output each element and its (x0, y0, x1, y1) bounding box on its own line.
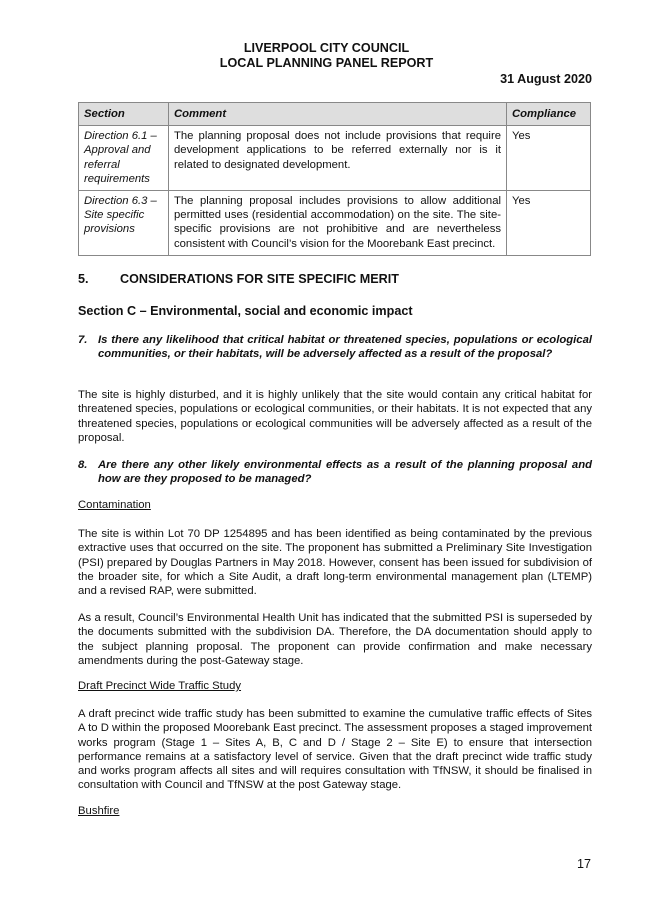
column-header-comment: Comment (169, 103, 507, 126)
report-date: 31 August 2020 (500, 72, 592, 86)
question-8 (78, 458, 592, 487)
paragraph-habitat: The site is highly disturbed, and it is highly unlikely that the site would contain any critical habitat for threatened species, populations or ecological communities, or their habitats. It is not expected that any threatened species, populations or ecological communities will be adversely affected as a result of the proposal. (78, 389, 592, 444)
column-header-section: Section (79, 103, 169, 126)
paragraph-traffic: A draft precinct wide traffic study has been submitted to examine the cumulative traffic effects of Sites A to D within the proposed Moorebank East precinct. The assessment proposes a staged improvement works program (Stage 1 – Sites A, B, C and D / Stage 2 – Site E) to ensure that intersection performance remains at a satisfactory level of service. Given that the draft precinct wide traffic study and works program affects all sites and will requires consultation with TfNSW, it should be finalised in consultation with Council and TfNSW at the post Gateway stage. (78, 708, 592, 792)
question-7 (78, 333, 592, 362)
bushfire-heading: Bushfire (78, 805, 120, 817)
row-section-cell: Direction 6.3 – Site specific provisions (79, 191, 169, 256)
section-c-heading: Section C – Environmental, social and economic impact (78, 304, 413, 318)
column-header-compliance: Compliance (507, 103, 591, 126)
row-compliance-cell: Yes (507, 191, 591, 256)
compliance-table (78, 102, 591, 256)
question-text: Is there any likelihood that critical habitat or threatened species, populations or ecological communities, or their habitats, will be adversely affected as a result of the proposal? (98, 334, 592, 361)
row-compliance-cell: Yes (507, 126, 591, 191)
section-number: 5. (78, 272, 89, 286)
table-header-row (79, 103, 591, 126)
question-number: 7. (78, 334, 88, 346)
council-name: LIVERPOOL CITY COUNCIL (243, 41, 410, 55)
table-row (79, 191, 591, 256)
row-section-cell: Direction 6.1 – Approval and referral requirements (79, 126, 169, 191)
page-number: 17 (576, 857, 591, 871)
paragraph-contamination-1: The site is within Lot 70 DP 1254895 and has been identified as being contaminated by the previous extractive uses that occurred on the site. The proponent has submitted a Preliminary Site Investigation (PSI) prepared by Douglas Partners in May 2018. However, consent has been issued for subdivision of the broader site, for which a Site Audit, a draft long-term environmental management plan (LTEMP) and a revised RAP, were submitted. (78, 528, 592, 598)
report-title: LOCAL PLANNING PANEL REPORT (219, 56, 434, 70)
question-number: 8. (78, 459, 88, 471)
section-5-heading (78, 272, 399, 286)
contamination-heading: Contamination (78, 499, 151, 511)
question-text: Are there any other likely environmental effects as a result of the planning proposal and how are they proposed to be managed? (98, 459, 592, 486)
traffic-study-heading: Draft Precinct Wide Traffic Study (78, 680, 242, 692)
row-comment-cell: The planning proposal does not include provisions that require development applications to be referred externally nor is it related to designated development. (169, 126, 507, 191)
section-title: CONSIDERATIONS FOR SITE SPECIFIC MERIT (120, 272, 399, 286)
row-comment-cell: The planning proposal includes provisions to allow additional permitted uses (residential accommodation) on the site. The site-specific provisions are not prohibitive and are nevertheless consistent with Council’s vision for the Moorebank East precinct. (169, 191, 507, 256)
paragraph-contamination-2: As a result, Council’s Environmental Health Unit has indicated that the submitted PSI is superseded by the documents submitted with the subdivision DA. Therefore, the DA documentation should apply to the subject planning proposal. The proponent can provide confirmation and make necessary amendments during the post-Gateway stage. (78, 612, 592, 667)
table-row (79, 126, 591, 191)
